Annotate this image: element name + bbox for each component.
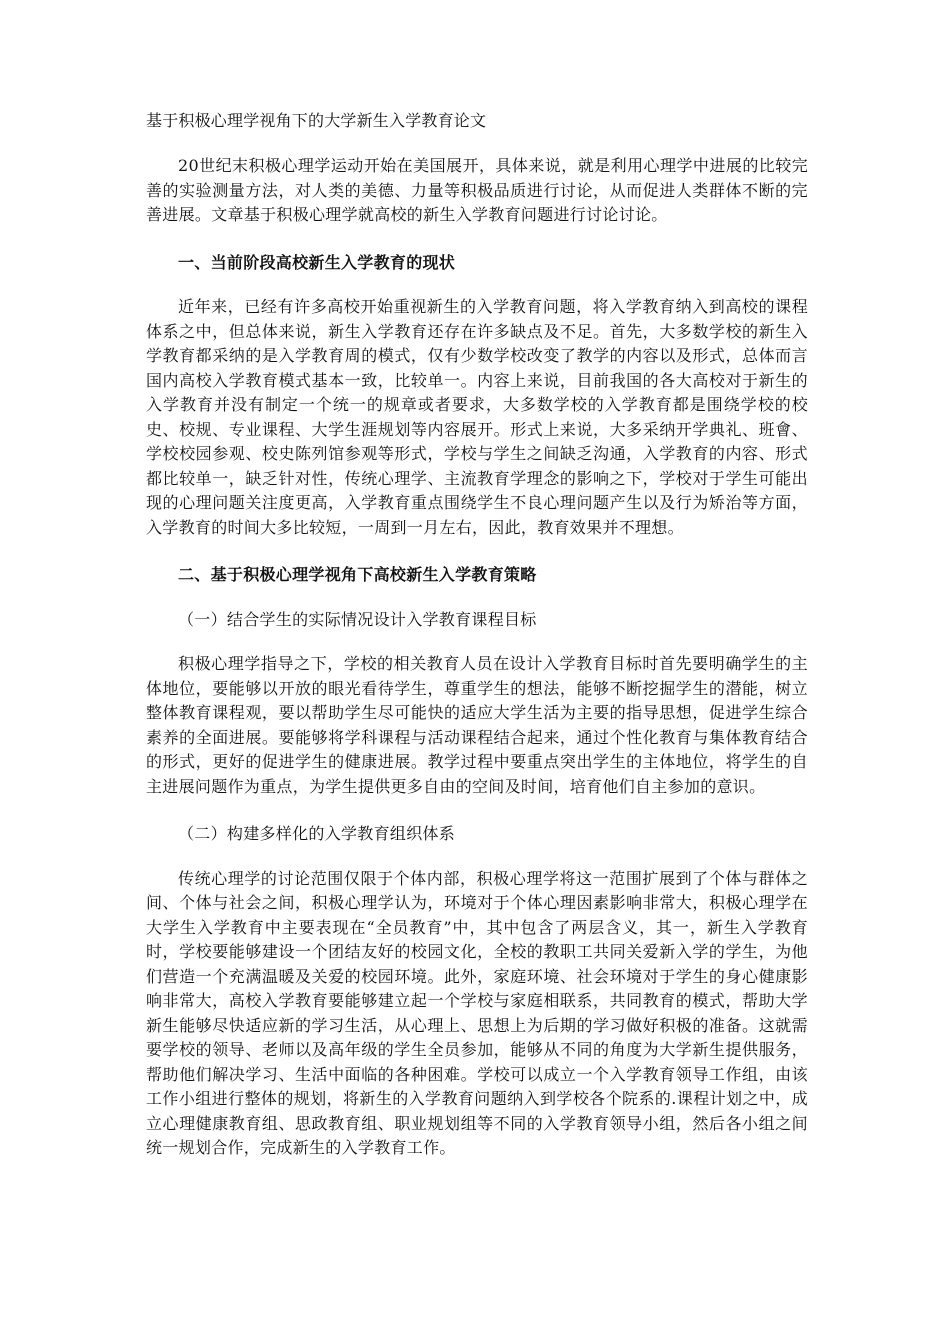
subsection-1-body: 积极心理学指导之下，学校的相关教育人员在设计入学教育目标时首先要明确学生的主体地位，要能够以开放的眼光看待学生，尊重学生的想法，能够不断挖掘学生的潜能，树立整体教育课程观，要以帮助学生尽可能快的适应大学生活为主要的指导思想，促进学生综合素养的全面进展。要能够将学科课程与活动课程结合起来，通过个性化教育与集体教育结合的形式，更好的促进学生的健康进展。教学过程中要重点突出学生的主体地位，将学生的自主进展问题作为重点，为学生提供更多自由的空间及时间，培育他们自主参加的意识。 xyxy=(146,654,808,796)
section-1-body: 近年来，已经有许多高校开始重视新生的入学教育问题，将入学教育纳入到高校的课程体系之中，但总体来说，新生入学教育还存在许多缺点及不足。首先，大多数学校的新生入学教育都采纳的是入学教育周的模式，仅有少数学校改变了教学的内容以及形式，总体而言国内高校入学教育模式基本一致，比较单一。内容上来说，目前我国的各大高校对于新生的入学教育并没有制定一个统一的规章或者要求，大多数学校的入学教育都是围绕学校的校史、校规、专业课程、大学生涯规划等内容展开。形式上来说，大多采纳开学典礼、班會、学校校园参观、校史陈列馆参观等形式，学校与学生之间缺乏沟通，入学教育的内容、形式都比较单一，缺乏针对性，传统心理学、主流教育学理念的影响之下，学校对于学生可能出现的心理问题关注度更高，入学教育重点围绕学生不良心理问题产生以及行为矫治等方面，入学教育的时间大多比较短，一周到一月左右，因此，教育效果并不理想。 xyxy=(146,297,808,537)
section-1-heading: 一、当前阶段高校新生入学教育的现状 xyxy=(178,252,456,272)
section-2-heading: 二、基于积极心理学视角下高校新生入学教育策略 xyxy=(178,565,537,584)
document-page xyxy=(146,109,808,1184)
subsection-2-body: 传统心理学的讨论范围仅限于个体内部，积极心理学将这一范围扩展到了个体与群体之间、个体与社会之间，积极心理学认为，环境对于个体心理因素影响非常大，积极心理学在大学生入学教育中主要表现在“全员教育”中，其中包含了两层含义，其一，新生入学教育时，学校要能够建设一个团结友好的校园文化，全校的教职工共同关爱新入学的学生，为他们营造一个充满温暖及关爱的校园环境。此外，家庭环境、社会环境对于学生的身心健康影响非常大，高校入学教育要能够建立起一个学校与家庭相联系，共同教育的模式，帮助大学新生能够尽快适应新的学习生活，从心理上、思想上为后期的学习做好积极的准备。这就需要学校的领导、老师以及高年级的学生全员参加，能够从不同的角度为大学新生提供服务，帮助他们解决学习、生活中面临的各种困难。学校可以成立一个入学教育领导工作组，由该工作小组进行整体的规划，将新生的入学教育问题纳入到学校各个院系的.课程计划之中，成立心理健康教育组、思政教育组、职业规划组等不同的入学教育领导小组，然后各小组之间统一规划合作，完成新生的入学教育工作。 xyxy=(146,868,808,1157)
intro-paragraph: 20世纪末积极心理学运动开始在美国展开，具体来说，就是利用心理学中进展的比较完善的实验测量方法，对人类的美德、力量等积极品质进行讨论，从而促进人类群体不断的完善进展。文章基于积极心理学就高校的新生入学教育问题进行讨论讨论。 xyxy=(146,156,808,224)
document-title: 基于积极心理学视角下的大学新生入学教育论文 xyxy=(146,111,487,130)
subsection-1-heading: （一）结合学生的实际情况设计入学教育课程目标 xyxy=(178,609,537,629)
subsection-2-heading: （二）构建多样化的入学教育组织体系 xyxy=(178,824,456,843)
